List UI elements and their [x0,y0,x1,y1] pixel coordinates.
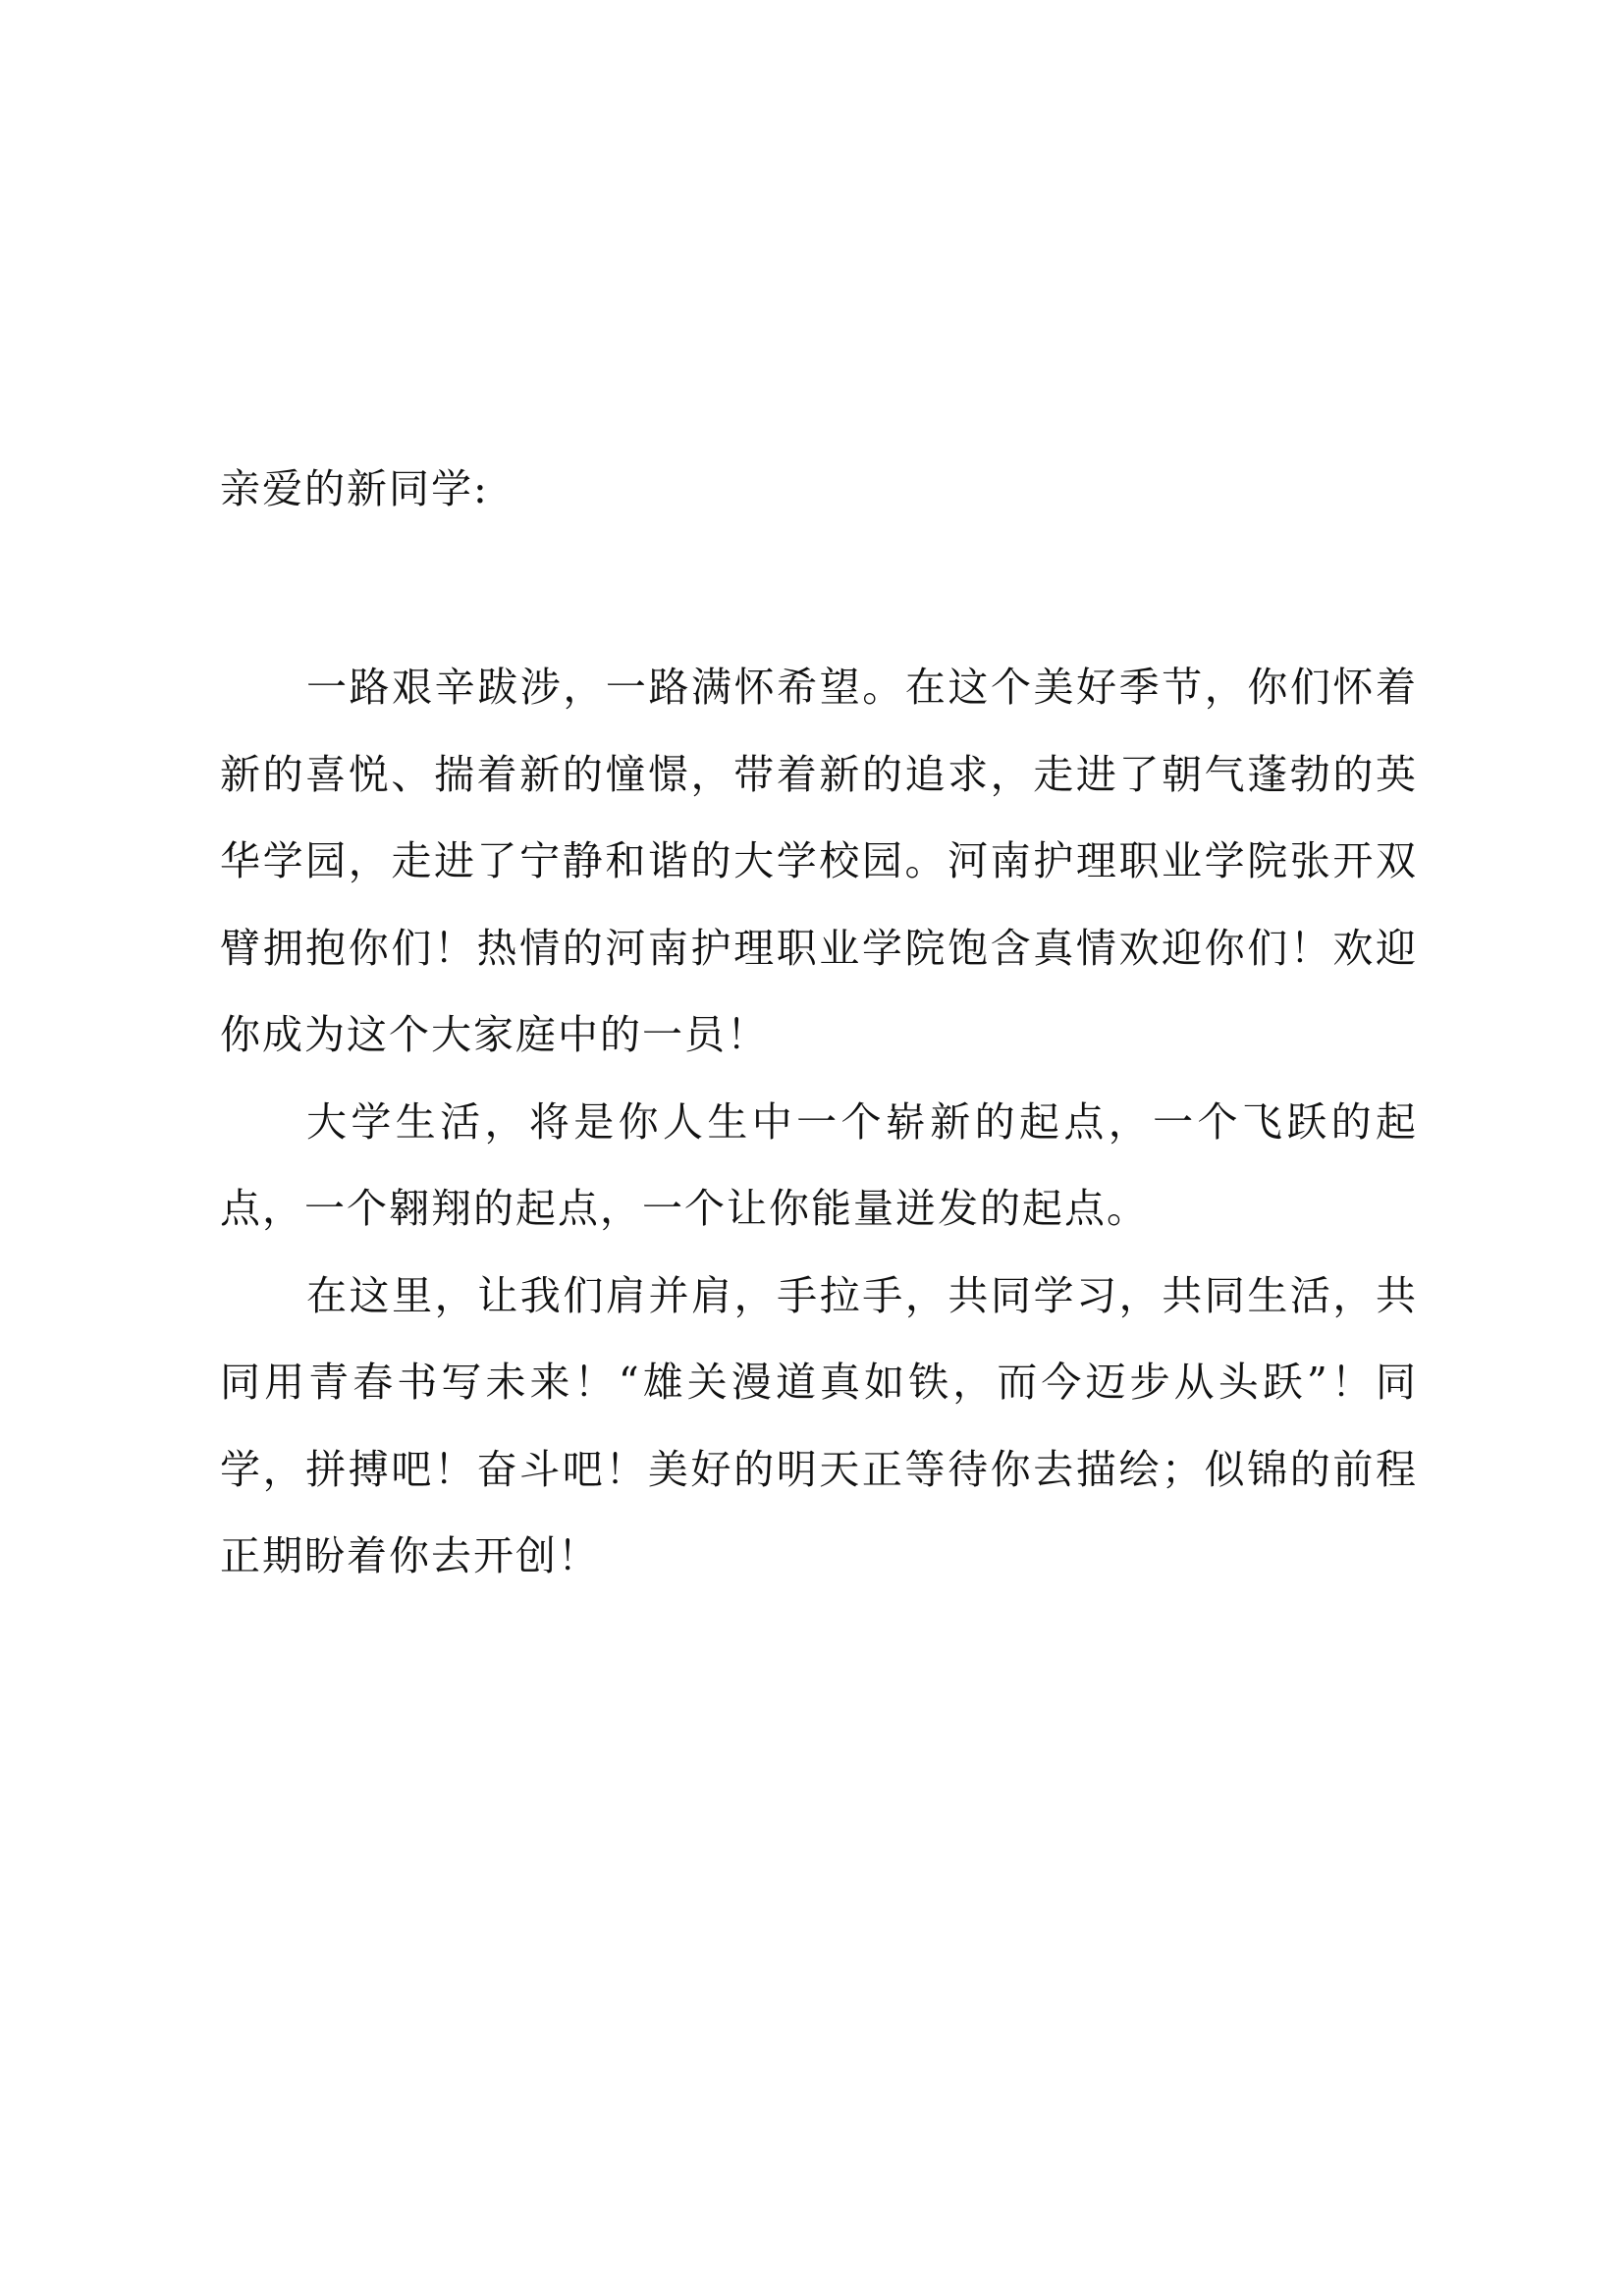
welcome-letter [220,459,1418,1600]
letter-body [220,644,1418,1600]
letter-salutation: 亲爱的新同学: [220,465,489,512]
letter-paragraph-2: 大学生活，将是你人生中一个崭新的起点，一个飞跃的起点，一个翱翔的起点，一个让你能量迸发的起点。 [220,1097,1418,1232]
letter-paragraph-1: 一路艰辛跋涉，一路满怀希望。在这个美好季节，你们怀着新的喜悦、揣着新的憧憬，带着新的追求，走进了朝气蓬勃的英华学园，走进了宁静和谐的大学校园。河南护理职业学院张开双臂拥抱你们！热情的河南护理职业学院饱含真情欢迎你们！欢迎你成为这个大家庭中的一员！ [220,664,1418,1058]
letter-paragraph-3: 在这里，让我们肩并肩，手拉手，共同学习，共同生活，共同用青春书写未来！“雄关漫道真如铁，而今迈步从头跃”！同学，拼搏吧！奋斗吧！美好的明天正等待你去描绘；似锦的前程正期盼着你去开创！ [220,1271,1418,1579]
